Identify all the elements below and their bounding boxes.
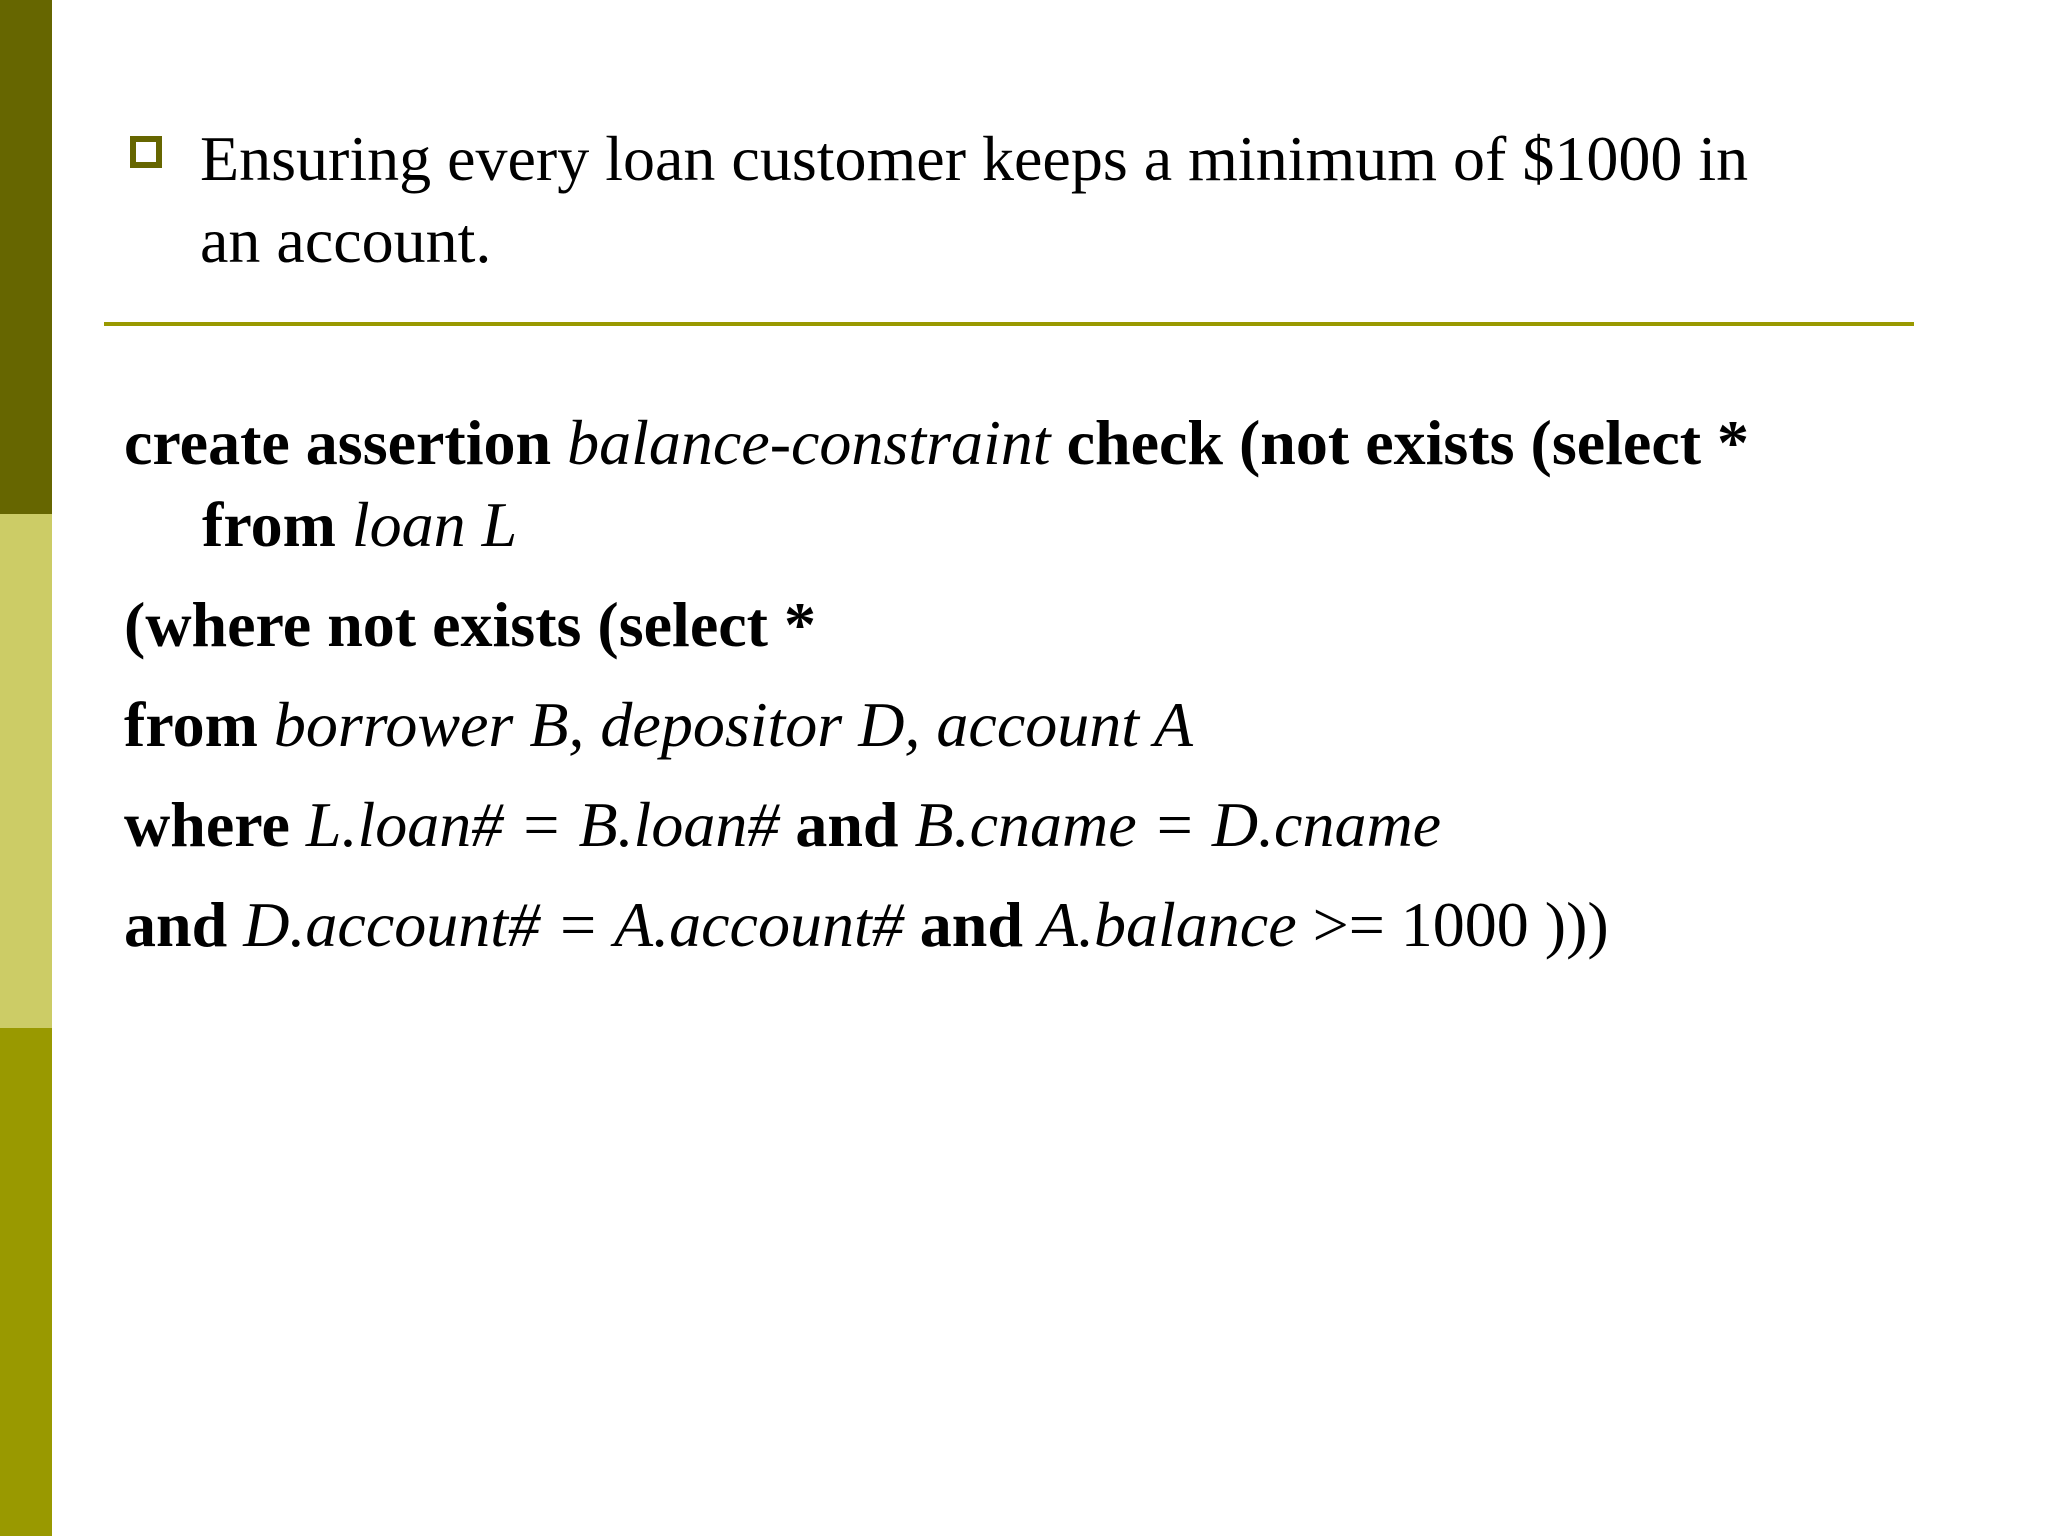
divider-line (104, 322, 1914, 326)
square-bullet-icon (130, 136, 162, 168)
sidebar-bottom-band (0, 1028, 52, 1536)
code-line-3 (124, 684, 1924, 766)
bullet-text (200, 118, 1920, 282)
keyword: from (124, 689, 258, 760)
identifier: D.account# = A.account# (243, 889, 904, 960)
keyword: check (not exists (select * (1066, 407, 1750, 478)
identifier: loan L (351, 489, 518, 560)
bullet-text-line-1: Ensuring every loan customer keeps a minimum of $1000 in (200, 123, 1749, 194)
keyword: and (124, 889, 228, 960)
identifier: A.balance (1038, 889, 1297, 960)
code-line-4 (124, 784, 1924, 866)
keyword: where (124, 789, 290, 860)
identifier: balance-constraint (567, 407, 1051, 478)
sidebar-top-band (0, 0, 52, 514)
keyword: from (202, 489, 336, 560)
identifier: L.loan# = B.loan# (305, 789, 780, 860)
identifier: B.cname = D.cname (914, 789, 1442, 860)
bullet-text-line-2: an account. (200, 205, 492, 276)
keyword: create assertion (124, 407, 552, 478)
code-line-5 (124, 884, 1924, 966)
comparison-text: >= 1000 ))) (1312, 889, 1609, 960)
sidebar-middle-band (0, 514, 52, 1028)
code-line-2 (124, 584, 1924, 666)
code-line-1 (124, 402, 1924, 484)
keyword: and (919, 889, 1023, 960)
code-line-1-continued (124, 484, 1924, 566)
keyword: (where not exists (select * (124, 589, 816, 660)
keyword: and (795, 789, 899, 860)
identifier: borrower B, depositor D, account A (273, 689, 1193, 760)
sql-assertion-code (124, 402, 1924, 984)
